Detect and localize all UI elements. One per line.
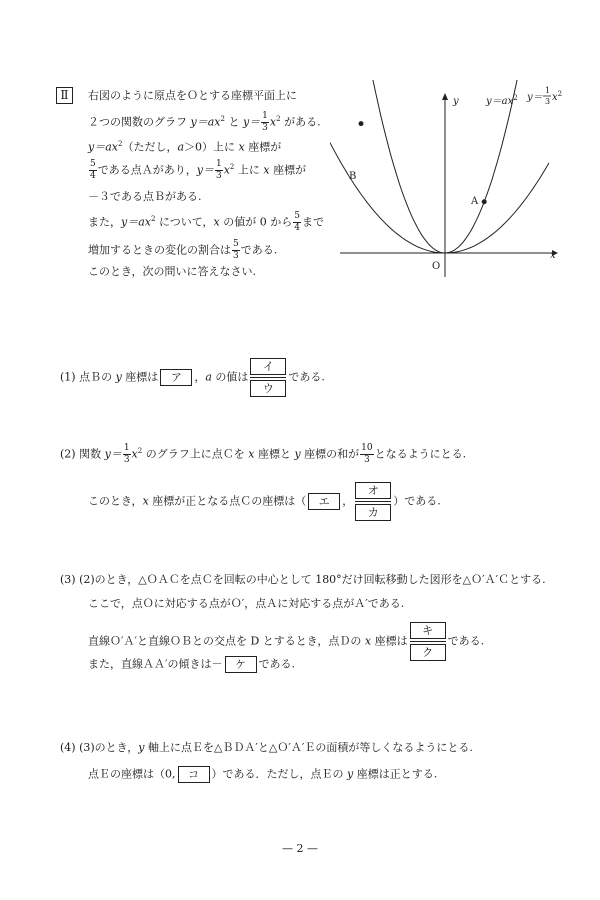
- fraction-ten-thirds: $\frac{10}{3}$: [361, 443, 373, 465]
- y-axis-label: y: [453, 96, 459, 107]
- answer-box-ko[interactable]: コ: [178, 766, 210, 783]
- answer-box-o[interactable]: オ: [355, 482, 391, 499]
- x-axis-label: x: [550, 250, 556, 261]
- point-a-dot: [482, 199, 487, 204]
- question-3-line-4: また，直線ＡＡ′の傾きは－ ケ である.: [88, 657, 295, 671]
- curve1-label: $y=ax^2$: [486, 94, 518, 107]
- question-3: (3) (2)のとき，△ＯＡＣを点Ｃを回転の中心として 180°だけ回転移動した図形を△Ｏ′Ａ′Ｃとする.: [60, 573, 546, 586]
- curve2-label-x: $x^2$: [552, 90, 563, 103]
- intro-line-7: 増加するときの変化の割合は $\frac{5}{3}$ である.: [88, 239, 278, 261]
- answer-fraction-o-ka: [355, 482, 391, 521]
- curve-y-one-third-x2: [330, 80, 549, 253]
- curve2-label-num: 1: [545, 86, 551, 95]
- question-2: (2) 関数 y＝ $\frac{1}{3}$ $x^2$ のグラフ上に点Ｃを x 座標と y 座標の和が $\frac{10}{3}$ となるようにとる.: [60, 443, 467, 465]
- answer-fraction-i-u: [250, 358, 286, 397]
- answer-box-ki[interactable]: キ: [410, 622, 446, 639]
- curve2-label-den: 3: [545, 97, 551, 106]
- fraction-one-third-q2: $\frac{1}{3}$: [123, 443, 130, 465]
- question-3-line-3: 直線Ｏ′Ａ′と直線ＯＢとの交点を D とするとき，点Ｄの x 座標は キ ク である.: [88, 624, 485, 659]
- intro-line-3: $y=ax^2$（ただし，a＞0）上に x 座標が: [88, 140, 282, 154]
- fraction-five-thirds: $\frac{5}{3}$: [233, 239, 239, 261]
- intro-line-4: $\frac{5}{4}$ である点Ａがあり，y＝ $\frac{1}{3}$ $x^2$ 上に x 座標が: [90, 159, 307, 181]
- answer-box-a[interactable]: ア: [160, 369, 192, 386]
- fraction-one-third-2: $\frac{1}{3}$: [215, 159, 222, 181]
- y-axis-arrow: [442, 93, 448, 100]
- fraction-five-quarters: $\frac{5}{4}$: [90, 159, 96, 181]
- question-2-line-2: このとき，x 座標が正となる点Ｃの座標は（ エ ， オ カ ）である.: [88, 484, 441, 519]
- intro-line-2: ２つの関数のグラフ $y=ax^2$ と y＝ $\frac{1}{3}$ $x^2$ がある.: [88, 111, 321, 133]
- point-a-label: A: [471, 196, 479, 207]
- intro-line-8: このとき，次の問いに答えなさい.: [88, 265, 257, 278]
- question-1: (1) 点Ｂの y 座標は ア ，a の値は イ ウ である.: [60, 360, 325, 395]
- intro-line-6: また，$y=ax^2$ について，x の値が 0 から $\frac{5}{4}$ まで: [88, 211, 324, 233]
- answer-box-e[interactable]: エ: [308, 493, 340, 510]
- section-number: Ⅱ: [56, 87, 73, 104]
- fraction-one-third: $\frac{1}{3}$: [262, 111, 268, 133]
- intro-line-1: 右図のように原点をＯとする座標平面上に: [88, 89, 297, 102]
- answer-box-ka[interactable]: カ: [355, 504, 391, 521]
- answer-box-ku[interactable]: ク: [410, 644, 446, 661]
- point-b-dot: [359, 121, 364, 126]
- answer-fraction-ki-ku: [410, 622, 446, 661]
- parabola-graph: [330, 80, 570, 280]
- answer-box-u[interactable]: ウ: [250, 380, 286, 397]
- point-b-label: B: [349, 171, 357, 182]
- intro-line-5: －３である点Ｂがある.: [88, 190, 202, 203]
- question-3-line-2: ここで，点Ｏに対応する点がＯ′，点Ａに対応する点がＡ′である.: [88, 597, 405, 610]
- curve2-label-y: y＝: [527, 92, 543, 103]
- origin-label: O: [432, 261, 441, 272]
- page-number: — 2 —: [282, 842, 318, 855]
- answer-box-i[interactable]: イ: [250, 358, 286, 375]
- question-4: (4) (3)のとき，y 軸上に点Ｅを△ＢＤＡ′と△Ｏ′Ａ′Ｅの面積が等しくなるようにとる.: [60, 741, 473, 754]
- fraction-five-quarters-2: $\frac{5}{4}$: [294, 211, 300, 233]
- question-4-line-2: 点Ｅの座標は（0, コ ）である．ただし，点Ｅの y 座標は正とする.: [88, 767, 438, 781]
- answer-box-ke[interactable]: ケ: [225, 656, 257, 673]
